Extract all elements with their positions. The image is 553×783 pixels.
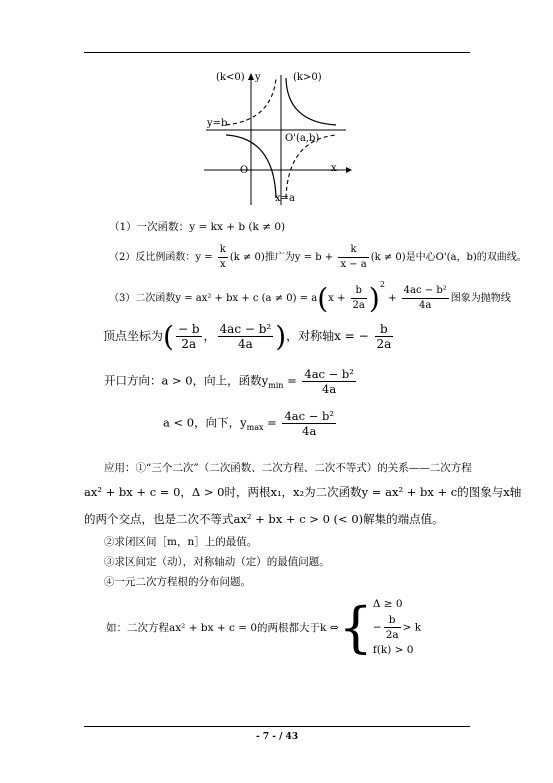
frac-4ac-b2-over-4a: $\frac{\text{4ac − b²}}{4a}$ — [403, 285, 447, 311]
condition-axis: − $\frac{b}{2a}$ > k — [372, 614, 422, 641]
frac-b-over-2a: $\frac{b}{2a}$ — [352, 285, 365, 311]
vertex-line: 顶点坐标为( $\frac{- b}{2a}$ ， $\frac{\text{4ac − b²}}{4a}$ )，对称轴x = − $\frac{b}{2a}$ — [103, 320, 392, 353]
frac-k-over-x: $\frac{k}{x}$ — [219, 244, 226, 270]
frac-ymax: $\frac{\text{4ac − b²}}{4a}$ — [284, 409, 334, 438]
item-linear: （1）一次函数：y = kx + b (k ≠ 0) — [109, 221, 286, 233]
condition-fk: f(k) > 0 — [372, 644, 414, 656]
frac-ymin: $\frac{\text{4ac − b²}}{4a}$ — [304, 367, 354, 396]
graph-label-origin: O — [240, 165, 249, 176]
condition-delta: Δ ≥ 0 — [372, 598, 403, 610]
application-line-3: 的两个交点，也是二次不等式ax² + bx + c > 0 (< 0)解集的端点值。 — [84, 512, 444, 526]
graph-label-yb: y=b — [207, 118, 228, 129]
frac-k-over-x-minus-a: $\frac{k}{x - a}$ — [340, 244, 367, 270]
frac-vertex-y: $\frac{\text{4ac − b²}}{4a}$ — [219, 322, 272, 351]
application-item-2: ②求闭区间［m，n］上的最值。 — [104, 536, 258, 548]
footer-rule — [84, 726, 470, 727]
item-quadratic: （3）二次函数y = ax² + bx + c (a ≠ 0) = a(x + $\frac{b}{2a}$ )$^2$ + $\frac{\text{4ac − b²}}{4a}$ 图象为抛物线 — [109, 280, 511, 315]
condition-system — [373, 596, 421, 659]
formula-linear: y = kx + b (k ≠ 0) — [189, 221, 286, 233]
opening-up-line: 开口方向：a > 0，向上，函数$y_{min}$ = $\frac{\text{4ac − b²}}{4a}$ — [104, 367, 354, 396]
graph-label-center: O'(a,b) — [285, 133, 320, 144]
header-rule — [84, 52, 470, 53]
frac-axis: $\frac{b}{2a}$ — [376, 322, 392, 351]
item-inverse: （2）反比例函数：y = $\frac{k}{x}$ (k ≠ 0)推广为y = b + $\frac{k}{x - a}$ (k ≠ 0)是中心O'(a，b)的双曲线。 — [109, 244, 527, 270]
example-line: 如：二次方程ax² + bx + c = 0的两根都大于k ⇔ { Δ ≥ 0 − $\frac{b}{2a}$ > k f(k) > 0 — [106, 595, 422, 659]
graph-label-k-pos: (k>0) — [293, 72, 322, 83]
application-item-4: ④一元二次方程根的分布问题。 — [104, 576, 251, 588]
application-line-2: ax² + bx + c = 0，Δ > 0时，两根x₁，x₂为二次函数y = ax² + bx + c的图象与x轴 — [84, 485, 522, 499]
graph-label-y: y — [255, 72, 261, 83]
frac-vertex-x: $\frac{- b}{2a}$ — [177, 322, 200, 351]
application-item-3: ③求区间定（动），对称轴动（定）的最值问题。 — [104, 556, 330, 568]
hyperbola-graph — [196, 70, 356, 210]
graph-label-k-neg: (k<0) — [216, 72, 245, 83]
opening-down-line: a < 0，向下，$y_{max}$ = $\frac{\text{4ac − b²}}{4a}$ — [163, 409, 334, 438]
graph-label-xa: x=a — [275, 193, 295, 204]
page-number: - 7 - / 43 — [256, 732, 299, 742]
application-line-1: 应用：①“三个二次”（二次函数、二次方程、二次不等式）的关系——二次方程 — [104, 462, 472, 474]
left-brace: { — [338, 595, 373, 659]
graph-label-x: x — [331, 163, 337, 174]
